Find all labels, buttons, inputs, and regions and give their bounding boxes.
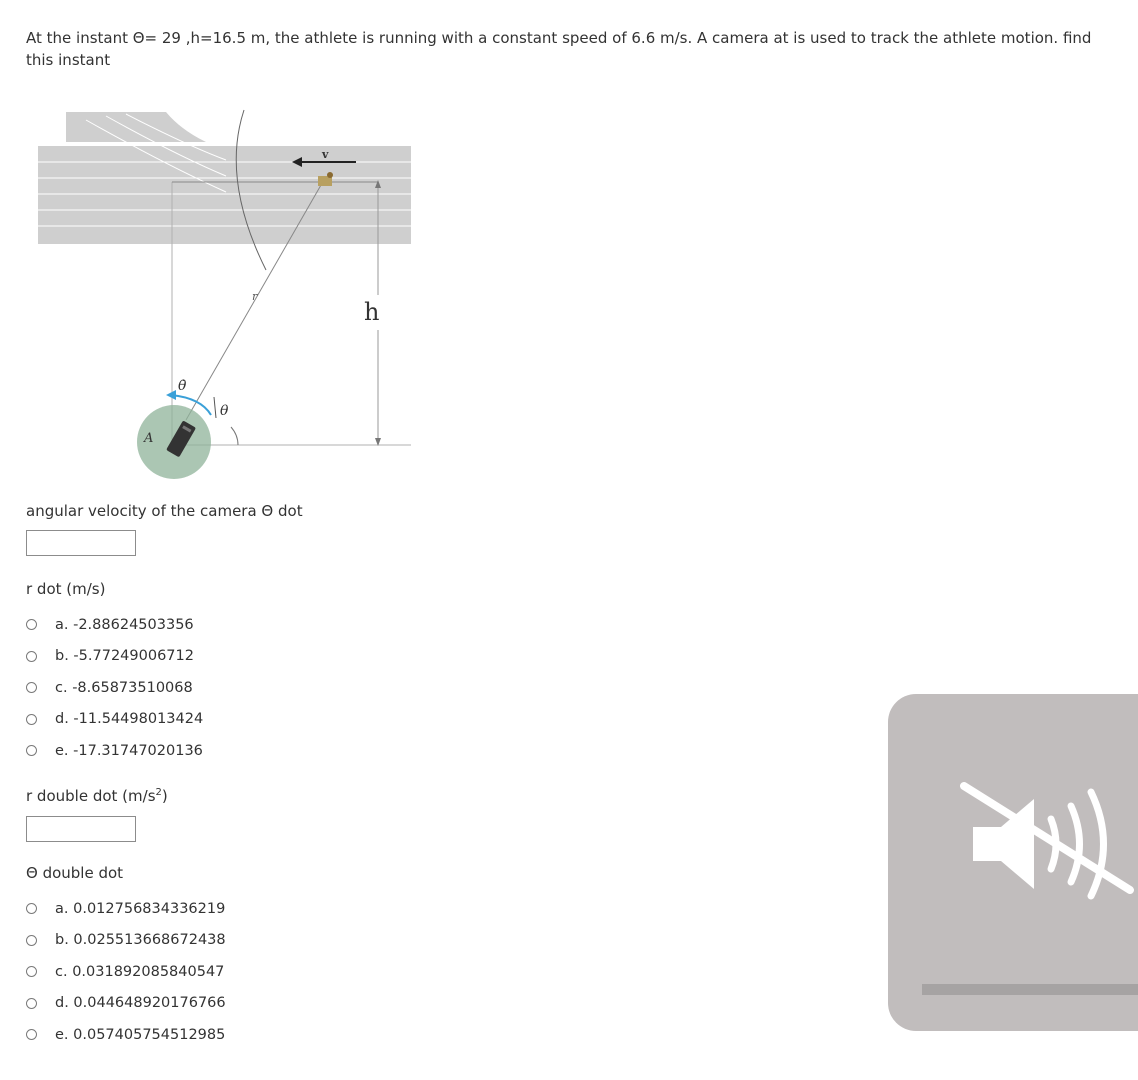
progress-bar — [922, 984, 1138, 995]
h-label: h — [364, 298, 380, 326]
q4-label: Θ double dot — [26, 864, 124, 882]
v-label: v — [322, 148, 329, 161]
theta-dot-label: θ̇ — [178, 378, 187, 394]
radio-icon[interactable] — [26, 682, 37, 693]
radio-icon[interactable] — [26, 745, 37, 756]
radio-icon[interactable] — [26, 714, 37, 725]
radio-icon[interactable] — [26, 619, 37, 630]
question-text: At the instant Θ= 29 ,h=16.5 m, the athlete is running with a constant speed of 6.6 m/s. A camera at is used to track the athlete motion. find this instant — [26, 29, 1092, 69]
r-dot-option-c[interactable]: c. -8.65873510068 — [26, 672, 203, 704]
r-label: r — [252, 290, 258, 303]
problem-figure — [26, 100, 426, 495]
radio-icon[interactable] — [26, 903, 37, 914]
track-curve — [66, 112, 206, 142]
mute-overlay — [888, 694, 1138, 1031]
theta-dd-option-b[interactable]: b. 0.025513668672438 — [26, 925, 226, 957]
radio-icon[interactable] — [26, 1029, 37, 1040]
q2-label: r dot (m/s) — [26, 580, 106, 598]
track — [38, 146, 411, 244]
angular-velocity-input[interactable] — [26, 530, 136, 556]
theta-label: θ — [220, 403, 229, 419]
radio-icon[interactable] — [26, 966, 37, 977]
r-dot-option-b[interactable]: b. -5.77249006712 — [26, 641, 203, 673]
r-double-dot-input[interactable] — [26, 816, 136, 842]
radio-icon[interactable] — [26, 998, 37, 1009]
theta-double-dot-options — [26, 893, 226, 1051]
r-dot-option-d[interactable]: d. -11.54498013424 — [26, 704, 203, 736]
theta-dd-option-e[interactable]: e. 0.057405754512985 — [26, 1019, 226, 1051]
theta-dd-option-a[interactable]: a. 0.012756834336219 — [26, 893, 226, 925]
speaker-muted-icon — [888, 694, 1138, 984]
theta-dd-option-c[interactable]: c. 0.031892085840547 — [26, 956, 226, 988]
q1-label: angular velocity of the camera Θ dot — [26, 502, 303, 520]
radio-icon[interactable] — [26, 935, 37, 946]
q3-label: r double dot $(m/s^2)$ — [26, 787, 168, 805]
a-label: A — [144, 431, 154, 446]
radio-icon[interactable] — [26, 651, 37, 662]
r-dot-options — [26, 609, 203, 767]
r-dot-option-a[interactable]: a. -2.88624503356 — [26, 609, 203, 641]
r-dot-option-e[interactable]: e. -17.31747020136 — [26, 735, 203, 767]
theta-dd-option-d[interactable]: d. 0.044648920176766 — [26, 988, 226, 1020]
